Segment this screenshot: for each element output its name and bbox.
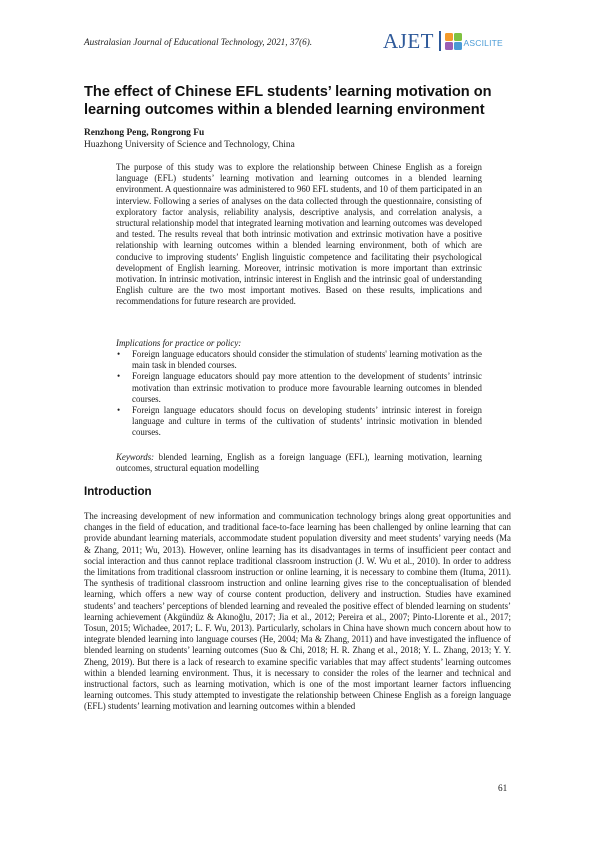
implications-item-text: Foreign language educators should consider the stimulation of students' learning motivation as the main task in blended courses. [132,349,482,371]
keywords-text: blended learning, English as a foreign language (EFL), learning motivation, learning outcomes, structural equation modelling [116,452,482,474]
introduction-text: The increasing development of new information and communication technology brings along great opportunities and changes in the field of education, and traditional face-to-face learning has been challenged by online learning that can provide abundant learning materials, accommodate student population diversity and meet students’ varying needs (Ma & Zhang, 2011; Wu, 2013). However, online learning has its disadvantages in terms of insufficient peer contact and social interaction and thus cannot replace traditional classroom instruction (J. W. Wu et al., 2010). In order to address the limitations from traditional classroom instruction or online learning, it is necessary to combine them (Ituma, 2011). The synthesis of traditional classroom instruction and online learning gives rise to the conceptualisation of blended learning, which offers a new way of course content production, delivery and instruction. Studies have examined students’ and teachers’ perceptions of blended learning and revealed the positive effect of blended learning on students’ learning achievement (Akgündüz & Akınoğlu, 2017; Jia et al., 2012; Pereira et al., 2007; Pinto-Llorente et al., 2017; Tosun, 2015; Wichadee, 2017; L. F. Wu, 2013). Particularly, scholars in China have shown much concern about how to integrate blended learning into language courses (He, 2004; Ma & Zhang, 2011) and have investigated the influence of blended learning on students’ learning outcomes (Suo & Chi, 2018; H. R. Zhang et al., 2018; Y. L. Zhang, 2013; Y. Y. Zheng, 2019). But there is a lack of research to examine specific variables that may affect students’ learning outcomes within a blended learning environment. Thus, it is necessary to consider the roles of the learner and technical and instructional factors, such as learning motivation, which is one of the most important learner factors influencing learning outcomes. This study attempted to investigate the relationship between Chinese English as a foreign language (EFL) students’ learning motivation and learning outcomes within a blended [84,511,511,712]
implications-item [116,371,482,405]
journal-citation: Australasian Journal of Educational Technology, 2021, 37(6). [84,37,313,47]
bullet-icon: • [117,349,121,359]
implications-item-text: Foreign language educators should pay more attention to the development of students’ intrinsic motivation than extrinsic motivation to produce more favourable learning outcomes in blended courses. [132,371,482,404]
implications-item [116,349,482,371]
paper-affiliation: Huazhong University of Science and Technology, China [84,140,295,150]
ajet-logo-text: AJET [383,29,434,53]
paper-authors: Renzhong Peng, Rongrong Fu [84,128,205,138]
ascilite-logo-text: ASCILITE [463,38,503,48]
implications-item [116,405,482,439]
logo-divider [439,31,441,51]
implications-list [116,349,482,439]
introduction-heading: Introduction [84,485,152,498]
bullet-icon: • [117,371,121,382]
ajet-ascilite-logo [383,28,503,54]
paper-keywords [116,452,482,474]
ascilite-mark-icon [445,33,462,50]
implications-heading: Implications for practice or policy: [116,338,242,348]
paper-title: The effect of Chinese EFL students’ learning motivation on learning outcomes within a blended learning environment [84,84,492,118]
paper-abstract: The purpose of this study was to explore the relationship between Chinese English as a foreign language (EFL) students’ learning motivation and learning outcomes in a blended learning environment. A questionnaire was administered to 960 EFL students, and 10 of them participated in an interview. Following a series of analyses on the data collected through the questionnaire, consisting of exploratory factor analysis, reliability analysis, descriptive analysis, and correlation analysis, a structural relationship model that integrated learning motivation and learning outcomes was developed and tested. The results reveal that both intrinsic motivation and extrinsic motivation have a positive relationship with learning outcomes within a blended learning environment, both of which are conducive to improving students’ English linguistic competence and facilitating their psychological development of English learning. Moreover, intrinsic motivation is more important than extrinsic motivation. In intrinsic motivation, intrinsic interest in English and the intrinsic goal of understanding English culture are the two most important motives. Based on these results, implications and recommendations for future research are provided. [116,162,482,307]
implications-item-text: Foreign language educators should focus on developing students’ intrinsic interest in foreign language and culture in terms of the cultivation of students’ intrinsic motivation in blended courses. [132,405,482,438]
page-number: 61 [498,783,508,793]
bullet-icon: • [117,405,121,416]
keywords-label: Keywords: [116,452,155,462]
